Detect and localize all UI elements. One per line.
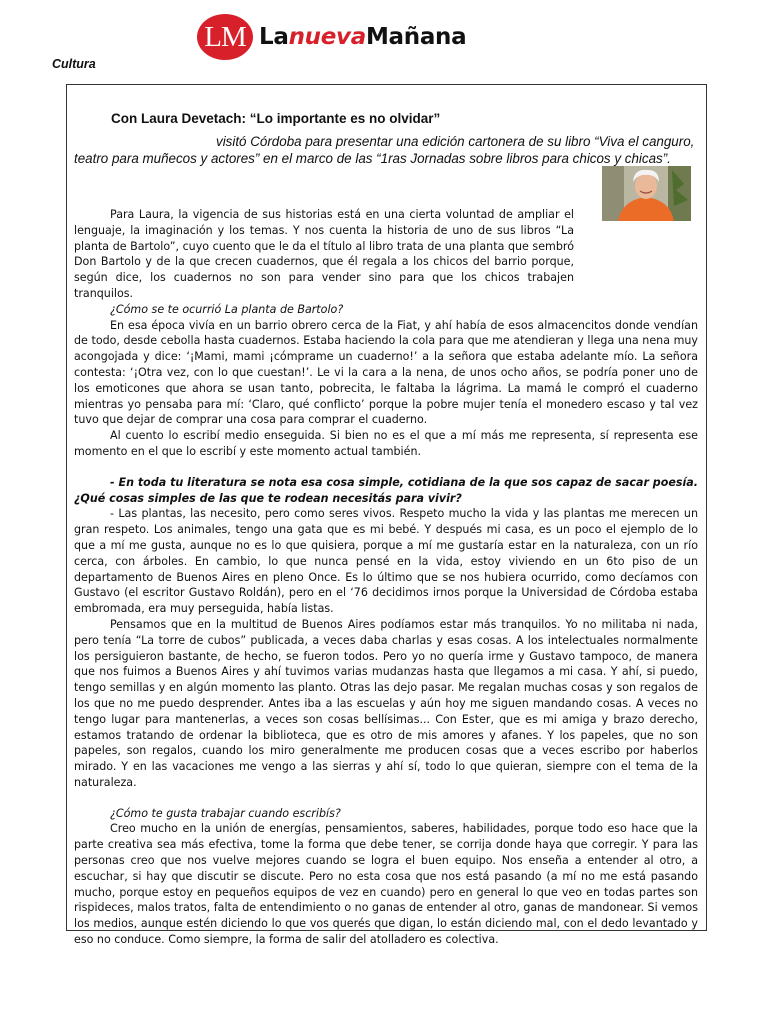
intro [74,133,704,167]
article-paragraph: Para Laura, la vigencia de sus historias está en una cierta voluntad de ampliar el lenguaje, la imaginación y los temas. Y nos cuenta la historia de uno de sus libros “La planta de Bartolo”, cuyo cuento que le da el título al libro trata de una planta que sembró Don Bartolo y de la que crecen cuadernos, que él regala a los chicos del barrio porque, según dice, los cuadernos no son para vender sino para que los chicos trabajen tranquilos. [74,208,574,300]
article-paragraph: Al cuento lo escribí medio enseguida. Si bien no es el que a mí más me representa, sí representa ese momento en el que lo escribí y este momento actual también. [74,429,698,458]
section-label: Cultura [52,57,96,71]
paragraph-gap [74,460,698,475]
brand-post: Mañana [365,24,467,50]
interview-question: ¿Cómo se te ocurrió La planta de Bartolo? [110,302,344,316]
logo-badge: LM [197,14,253,60]
article-paragraph: - Las plantas, las necesito, pero como seres vivos. Respeto mucho la vida y las plantas me merecen un gran respeto. Los animales, tengo una gata que es mi bebé. Y después mi casa, es un poco el ejemplo de lo que a mí me gusta, aunque no es lo que quisiera, porque a mí me gustaría estar en la naturaleza, con un río cerca, con árboles. En cambio, lo que nunca pensé en la vida, estoy viviendo en un 6to piso de un departamento de Buenos Aires en pleno Once. Es lo último que se nos hubiera ocurrido, como decíamos con Gustavo (el escritor Gustavo Roldán), pero en el ‘76 decidimos irnos porque la Universidad de Córdoba estaba embromada, era muy perseguida, había listas. [74,507,698,616]
intro-text: visitó Córdoba para presentar una edición cartonera de su libro “Viva el canguro, teatro para muñecos y actores” en el marco de las “1ras Jornadas sobre libros para chicos y chicas”. [74,134,695,166]
masthead [197,12,466,62]
article-paragraph: Pensamos que en la multitud de Buenos Aires podíamos estar más tranquilos. Yo no militaba ni nada, pero tenía “La torre de cubos” publicada, a veces daba charlas y esas cosas. A los intelectuales normalmente los persiguieron bastante, de hecho, se fueron todos. Pero yo no quería irme y Gustavo tampoco, de manera que nos fuimos a Buenos Aires y ahí tuvimos varias mudanzas hasta que llegamos a mi casa. Y ahí, si puedo, tengo semillas y en algún momento las planto. Otras las dejo pasar. Me regalan muchas cosas y son regalos de los que no me puedo desprender. Antes iba a las escuelas y aún hoy me siguen mandando cosas. A veces no tengo lugar para mantenerlas, a veces son cosas bellísimas... Con Ester, que es mi amiga y brazo derecho, estamos tratando de ordenar la biblioteca, que es otro de mis amores y afanes. Y los papeles, que no son papeles, son regalos, cuando los miro generalmente me producen cosas que a veces escribo por haberlos mirado. Y en las vacaciones me vengo a las sierras y ahí sí, todo lo que quieran, siempre con el tema de la naturaleza. [74,617,698,789]
interview-question: - En toda tu literatura se nota esa cosa simple, cotidiana de la que sos capaz de sacar poesía. ¿Qué cosas simples de las que te rodean necesitás para vivir? [74,475,698,505]
paragraph-gap [74,791,698,806]
interview-question: ¿Cómo te gusta trabajar cuando escribís? [110,806,341,820]
brand-mid: nueva [288,24,366,50]
headline: Con Laura Devetach: “Lo importante es no olvidar” [111,111,441,126]
brand-pre: La [259,24,289,50]
brand-name [259,24,466,50]
article-paragraph: En esa época vivía en un barrio obrero cerca de la Fiat, y ahí había de esos almacencitos donde vendían de todo, desde cebolla hasta cuadernos. Estaba haciendo la cola para que me atendieran y llega una nena muy acongojada y dice: ‘¡Mami, mami ¡cómprame un cuaderno!’ a la señora que estaba adelante mío. La señora contesta: ‘¡Otra vez, con lo que cuestan!’. Le vi la cara a la nena, de unos ocho años, se podría poner uno de los emoticones que ahora se usan tanto, pobrecita, le faltaba la lágrima. La mamá le compró el cuaderno mientras yo pensaba para mí: ‘Claro, qué conflicto’ porque la pobre mujer tenía el monedero escaso y tal vez tuvo que dejar de comprar una cosa para comprar el cuaderno. [74,318,698,427]
article-body [74,207,698,948]
article-paragraph: Creo mucho en la unión de energías, pensamientos, saberes, habilidades, porque todo eso hace que la parte creativa sea más efectiva, tome la forma que debe tener, se corrija donde haya que corregir. Y para las personas creo que nos vuelve mejores cuando se logra el buen equipo. Nos enseña a entender al otro, a escuchar, si hay que discutir se discute. Pero no esta cosa que nos está pasando (a mí no me está pasando mucho, porque estoy en pequeños equipos de vez en cuando) pero en general lo que veo en todas partes son rispideces, malos tratos, falta de entendimiento o no ganas de entender al otro, ganas de mandonear. Si vemos los medios, aunque estén diciendo lo que vos querés que digan, lo están diciendo mal, con el dedo levantado y eso no conduce. Como siempre, la forma de salir del atolladero es colectiva. [74,822,698,947]
